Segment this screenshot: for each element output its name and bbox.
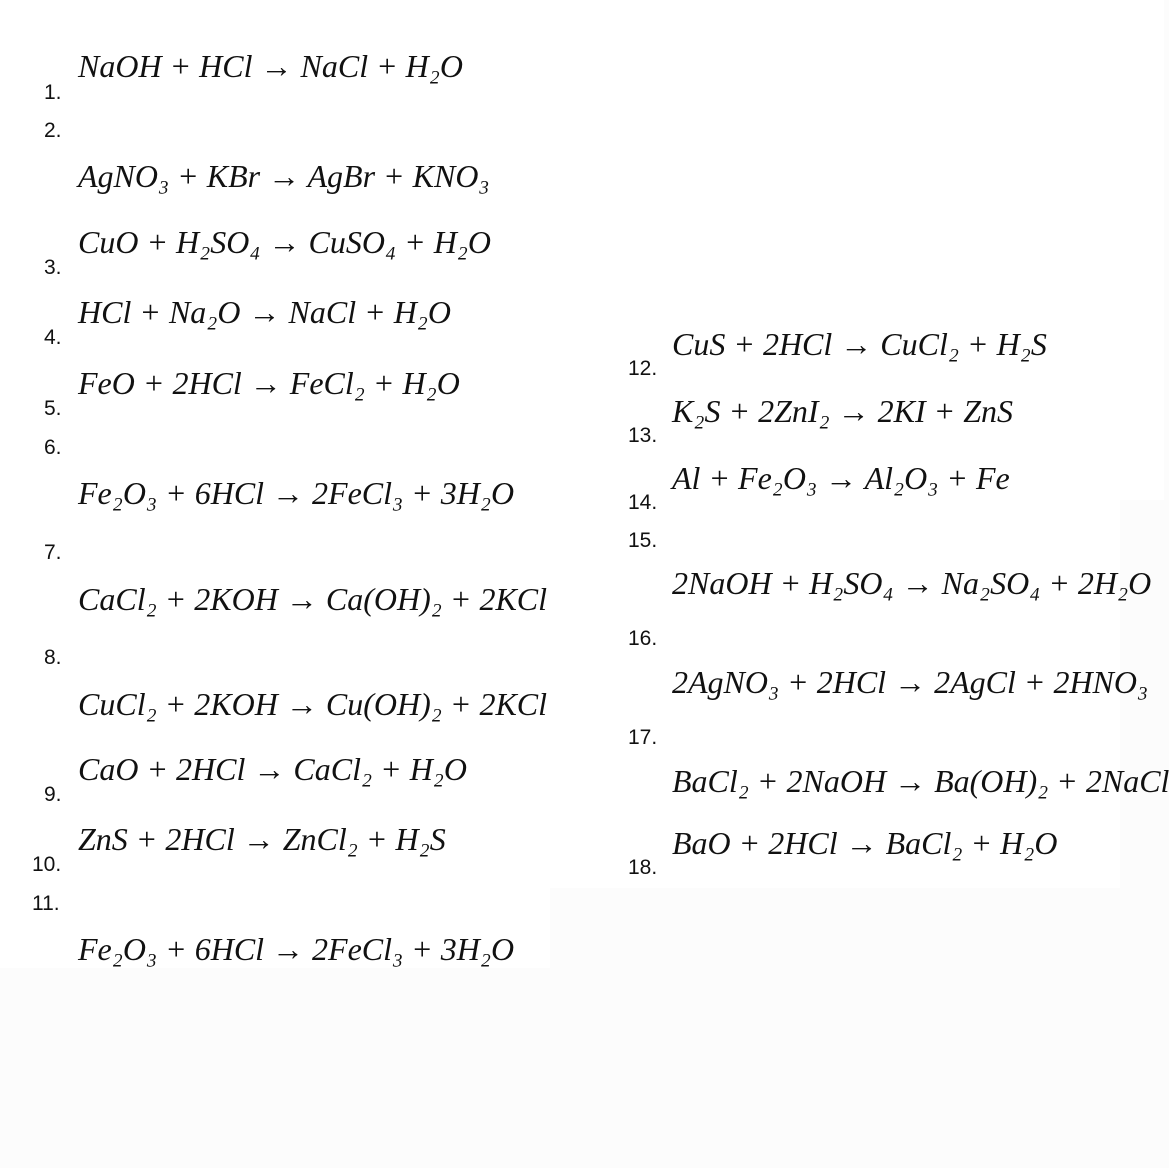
item-number: 8.	[44, 646, 62, 669]
equation: NaOH + HCl → NaCl + H₂O	[78, 48, 464, 84]
item-number: 2.	[44, 119, 62, 142]
equation: HCl + Na₂O → NaCl + H₂O	[78, 294, 452, 330]
equation: Al + Fe₂O₃ → Al₂O₃ + Fe	[672, 460, 1010, 496]
equation: 2AgNO₃ + 2HCl → 2AgCl + 2HNO₃	[672, 664, 1149, 700]
equation: BaO + 2HCl → BaCl₂ + H₂O	[672, 825, 1058, 861]
item-number: 3.	[44, 256, 62, 279]
item-number: 14.	[628, 491, 658, 514]
equation: CaO + 2HCl → CaCl₂ + H₂O	[78, 751, 468, 787]
item-number: 6.	[44, 436, 62, 459]
equation: ZnS + 2HCl → ZnCl₂ + H₂S	[78, 821, 446, 857]
equation: BaCl₂ + 2NaOH → Ba(OH)₂ + 2NaCl	[672, 763, 1169, 799]
item-number: 11.	[32, 892, 60, 915]
item-number: 1.	[44, 81, 62, 104]
equation: CuS + 2HCl → CuCl₂ + H₂S	[672, 326, 1047, 362]
item-number: 5.	[44, 397, 62, 420]
equation: Fe₂O₃ + 6HCl → 2FeCl₃ + 3H₂O	[78, 931, 515, 967]
item-number: 16.	[628, 627, 658, 650]
equation: CuO + H₂SO₄ → CuSO₄ + H₂O	[78, 224, 492, 260]
item-number: 15.	[628, 529, 658, 552]
equation: CaCl₂ + 2KOH → Ca(OH)₂ + 2KCl	[78, 581, 548, 617]
equation: 2NaOH + H₂SO₄ → Na₂SO₄ + 2H₂O	[672, 565, 1152, 601]
item-number: 4.	[44, 326, 62, 349]
item-number: 17.	[628, 726, 658, 749]
equation: Fe₂O₃ + 6HCl → 2FeCl₃ + 3H₂O	[78, 475, 515, 511]
item-number: 12.	[628, 357, 658, 380]
equation: AgNO₃ + KBr → AgBr + KNO₃	[78, 158, 490, 194]
item-number: 18.	[628, 856, 658, 879]
equation: K₂S + 2ZnI₂ → 2KI + ZnS	[672, 393, 1014, 429]
equation: FeO + 2HCl → FeCl₂ + H₂O	[78, 365, 460, 401]
item-number: 10.	[32, 853, 62, 876]
item-number: 13.	[628, 424, 658, 447]
item-number: 7.	[44, 541, 62, 564]
item-number: 9.	[44, 783, 62, 806]
equation: CuCl₂ + 2KOH → Cu(OH)₂ + 2KCl	[78, 686, 548, 722]
